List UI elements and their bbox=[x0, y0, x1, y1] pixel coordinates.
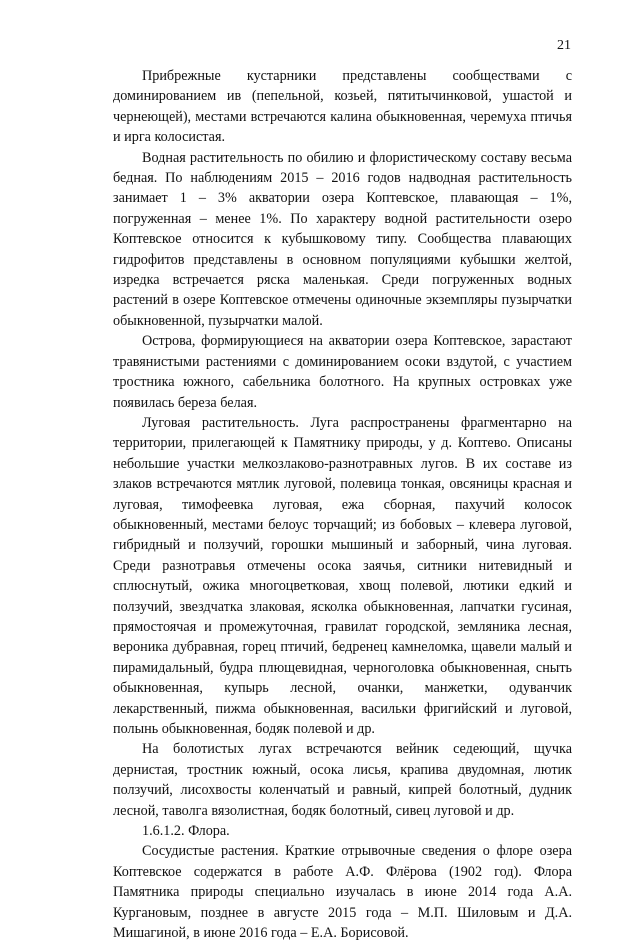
paragraph-aquatic-vegetation: Водная растительность по обилию и флористическому составу весьма бедная. По наблюдениям 2015 – 2016 годов надводная растительность занимает 1 – 3% акватории озера Коптевское, плавающая – 1%, погруженная – менее 1%. По характеру водной растительности озеро Коптевское относится к кубышковому типу. Сообщества плавающих гидрофитов представлены в основном популяциями кубышки желтой, изредка встречается ряска маленькая. Среди погруженных водных растений в озере Коптевское отмечены одиночные экземпляры пузырчатки обыкновенной, пузырчатки малой. bbox=[113, 149, 572, 329]
paragraph-marshy-meadows: На болотистых лугах встречаются вейник седеющий, щучка дернистая, тростник южный, осока лисья, крапива двудомная, лютик ползучий, лисохвосты коленчатый и равный, кипрей болотный, дудник лесной, таволга вязолистная, бодяк болотный, сивец луговой и др. bbox=[113, 741, 572, 819]
section-heading-flora: 1.6.1.2. Флора. bbox=[142, 823, 230, 840]
body-text bbox=[113, 66, 572, 943]
page-number: 21 bbox=[557, 38, 571, 53]
paragraph-shrubs: Прибрежные кустарники представлены сообществами с доминированием ив (пепельной, козьей, пятитычинковой, ушастой и чернеющей), местами встречаются калина обыкновенная, черемуха птичья и ирга колосистая. bbox=[113, 68, 572, 146]
paragraph-islands: Острова, формирующиеся на акватории озера Коптевское, зарастают травянистыми растениями с доминированием осоки вздутой, с участием тростника южного, сабельника болотного. На крупных островках уже появилась береза белая. bbox=[113, 333, 572, 411]
paragraph-meadow-vegetation: Луговая растительность. Луга распространены фрагментарно на территории, прилегающей к Памятнику природы, у д. Коптево. Описаны небольшие участки мелкозлаково-разнотравных лугов. В их составе из злаков встречаются мятлик луговой, полевица тонкая, овсяницы красная и луговая, тимофеевка луговая, ежа сборная, пахучий колосок обыкновенный, местами белоус торчащий; из бобовых – клевера луговой, гибридный и ползучий, горошки мышиный и заборный, чина луговая. Среди разнотравья отмечены осока заячья, ситники нитевидный и сплюснутый, ожика многоцветковая, хвощ полевой, лютики едкий и ползучий, звездчатка злаковая, ясколка обыкновенная, лапчатки гусиная, прямостоячая и промежуточная, гравилат городской, земляника лесная, вероника дубравная, горец птичий, бедренец камнеломка, щавели малый и пирамидальный, будра плющевидная, черноголовка обыкновенная, сныть обыкновенная, купырь лесной, очанки, манжетки, одуванчик лекарственный, пижма обыкновенная, васильки фригийский и луговой, полынь обыкновенная, бодяк полевой и др. bbox=[113, 414, 572, 737]
paragraph-vascular-plants: Сосудистые растения. Краткие отрывочные сведения о флоре озера Коптевское содержатся в работе А.Ф. Флёрова (1902 год). Флора Памятника природы специально изучалась в июне 2014 года А.А. Кургановым, позднее в августе 2015 года – М.П. Шиловым и Д.А. Мишагиной, в июне 2016 года – Е.А. Борисовой. bbox=[113, 843, 572, 942]
